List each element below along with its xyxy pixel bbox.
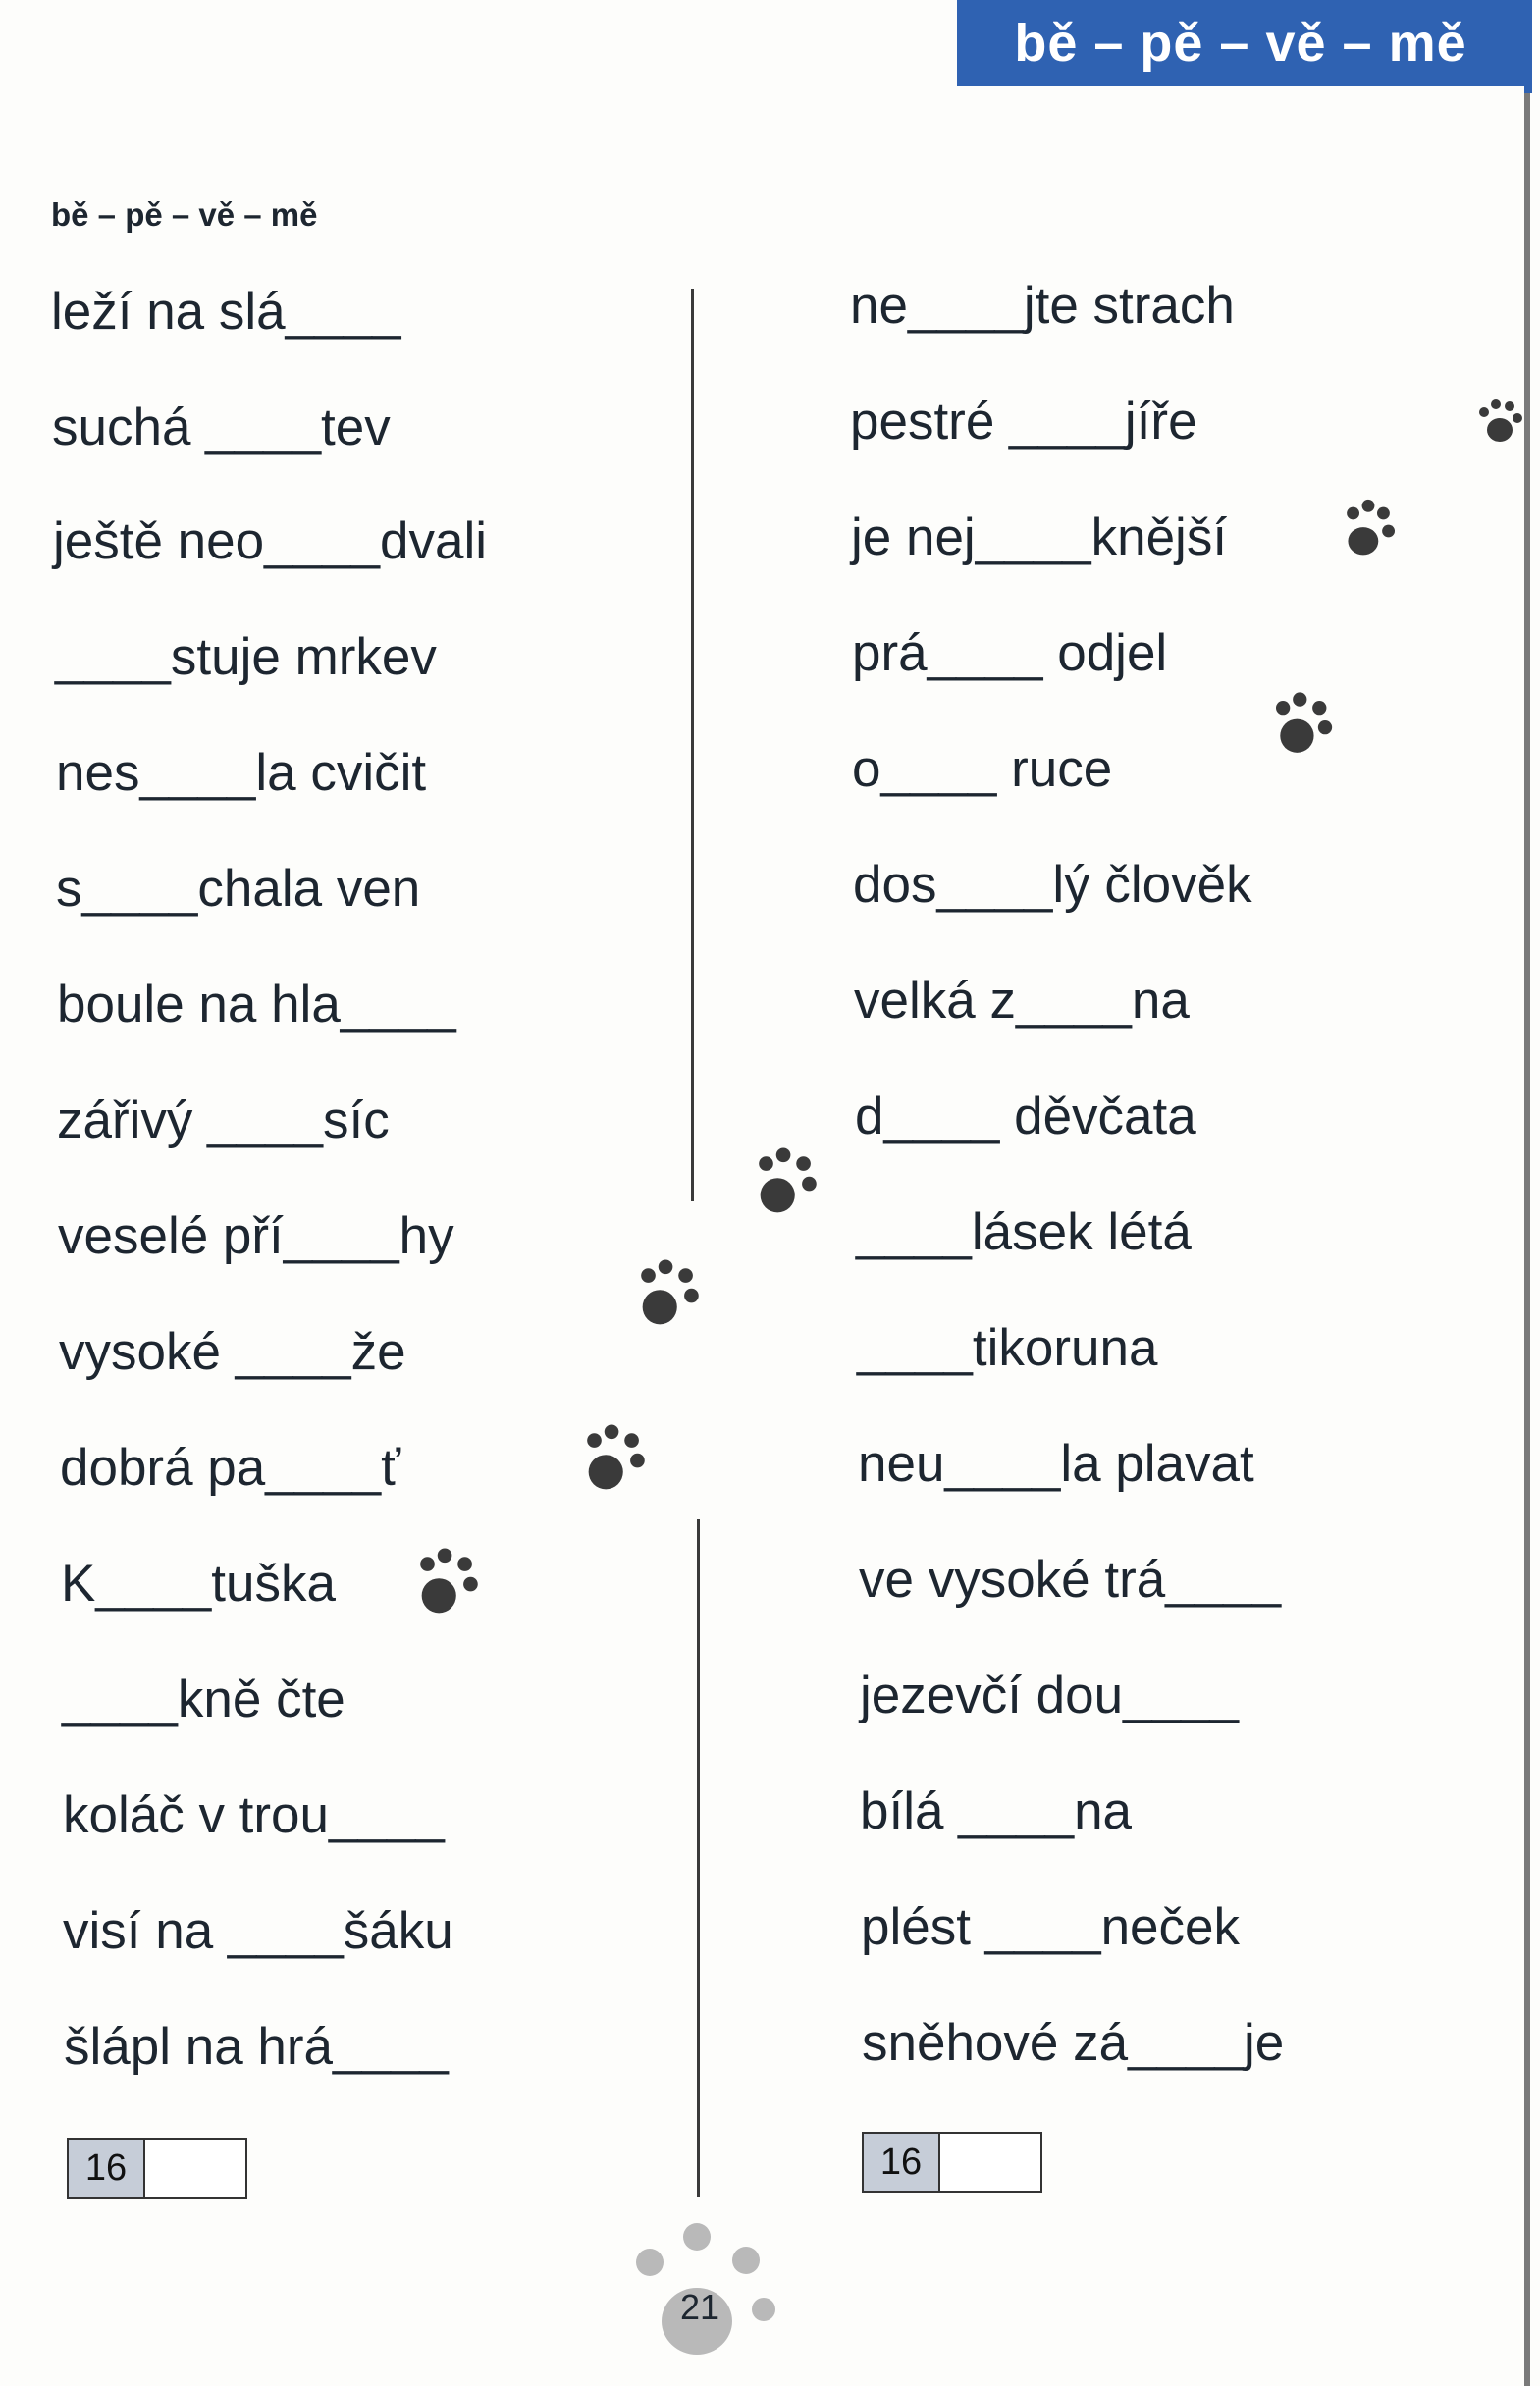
exercise-right-12: ve vysoké trá____ [859, 1551, 1282, 1609]
exercise-right-6: dos____lý člověk [853, 856, 1252, 914]
exercise-left-5: nes____la cvičit [56, 744, 427, 802]
section-subtitle: bě – pě – vě – mě [51, 196, 318, 233]
exercise-right-9: ____lásek létá [856, 1203, 1192, 1261]
paw-print-icon [1470, 383, 1525, 461]
exercise-left-13: ____kně čte [62, 1670, 345, 1728]
score-total-right: 16 [864, 2134, 940, 2191]
page-edge [1524, 0, 1530, 2386]
exercise-right-15: plést ____neček [861, 1898, 1241, 1956]
score-box-left[interactable] [67, 2138, 247, 2199]
paw-print-icon [1266, 691, 1345, 769]
exercise-left-3: ještě neo____dvali [53, 512, 488, 570]
paw-print-icon [746, 1146, 826, 1227]
paw-print-icon [407, 1547, 488, 1627]
exercise-right-10: ____tikoruna [857, 1319, 1158, 1377]
exercise-left-6: s____chala ven [56, 860, 421, 918]
exercise-right-8: d____ děvčata [855, 1087, 1196, 1145]
exercise-left-9: veselé pří____hy [58, 1207, 454, 1265]
paw-print-icon [628, 1258, 709, 1339]
score-input-right[interactable] [940, 2134, 1040, 2191]
header-title: bě – pě – vě – mě [1014, 14, 1467, 73]
exercise-left-11: dobrá pa____ť [60, 1439, 401, 1497]
column-divider-top [691, 289, 694, 1201]
exercise-right-1: ne____jte strach [850, 277, 1235, 335]
exercise-left-8: zářivý ____síc [57, 1091, 390, 1149]
column-divider-bottom [697, 1519, 700, 2197]
exercise-right-4: prá____ odjel [852, 624, 1168, 682]
exercise-left-4: ____stuje mrkev [55, 628, 437, 686]
paw-print-icon [574, 1423, 655, 1504]
exercise-left-1: leží na slá____ [51, 283, 401, 341]
exercise-right-5: o____ ruce [852, 740, 1113, 798]
score-box-right[interactable] [862, 2132, 1042, 2193]
exercise-right-11: neu____la plavat [858, 1435, 1254, 1493]
exercise-right-7: velká z____na [854, 972, 1190, 1030]
exercise-left-14: koláč v trou____ [63, 1786, 445, 1844]
exercise-right-13: jezevčí dou____ [860, 1667, 1240, 1724]
exercise-right-16: sněhové zá____je [862, 2014, 1285, 2072]
paw-print-icon [1333, 496, 1404, 566]
exercise-right-14: bílá ____na [860, 1782, 1133, 1840]
page-edge-accent [1524, 0, 1532, 93]
exercise-left-2: suchá ____tev [52, 398, 391, 456]
exercise-right-3: je nej____knější [851, 508, 1228, 566]
exercise-left-10: vysoké ____že [59, 1323, 406, 1381]
score-input-left[interactable] [145, 2140, 245, 2197]
exercise-left-15: visí na ____šáku [63, 1902, 453, 1960]
exercise-left-16: šlápl na hrá____ [64, 2018, 449, 2076]
exercise-left-12: K____tuška [61, 1555, 336, 1613]
header-title-bar [957, 0, 1524, 86]
exercise-left-7: boule na hla____ [57, 976, 456, 1034]
exercise-right-2: pestré ____jíře [850, 393, 1197, 451]
page-number: 21 [679, 2287, 720, 2327]
score-total-left: 16 [69, 2140, 145, 2197]
